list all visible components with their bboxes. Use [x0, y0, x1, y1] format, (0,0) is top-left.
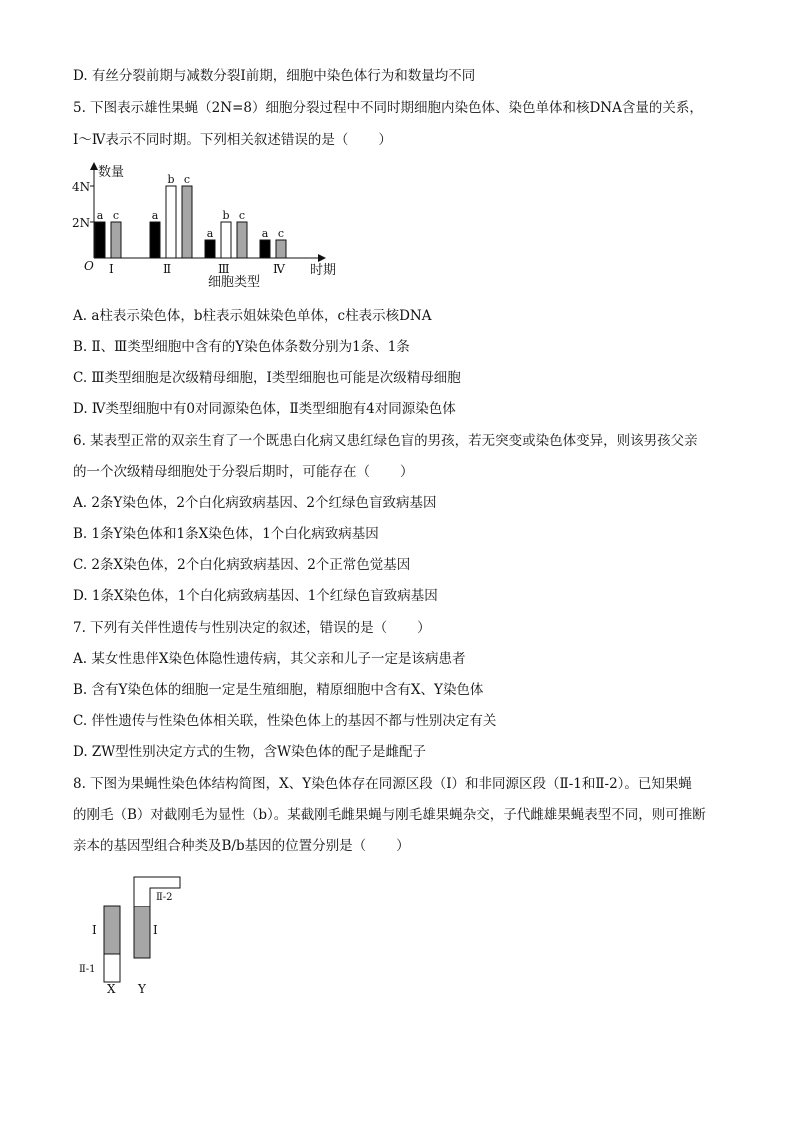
x-region-ii1-label: Ⅱ-1: [79, 964, 96, 975]
bar-c-3: [237, 222, 247, 258]
x-axis-label: 时期: [310, 263, 337, 278]
origin-label: O: [84, 259, 94, 273]
x-chromosome-label: X: [107, 982, 116, 996]
q6-option-b: B. 1条Y染色体和1条X染色体，1个白化病致病基因: [73, 526, 379, 542]
q6-stem-line2: 的一个次级精母细胞处于分裂后期时，可能存在（ ）: [73, 464, 414, 480]
bar-label-c-2: c: [183, 173, 191, 186]
bar-b-3: [221, 222, 231, 258]
q7-stem: 7. 下列有关伴性遗传与性别决定的叙述，错误的是（ ）: [73, 620, 431, 636]
y-homologous-region: [134, 906, 150, 958]
bar-label-a-1: a: [96, 209, 104, 222]
bar-label-c-3: c: [238, 209, 246, 222]
x-homologous-region: [104, 906, 120, 954]
bar-c-4: [276, 240, 286, 258]
chart-caption: 细胞类型: [208, 275, 261, 288]
q5-stem-line2: Ⅰ～Ⅳ表示不同时期。下列相关叙述错误的是（ ）: [73, 132, 392, 148]
xtick-4: Ⅳ: [273, 262, 285, 276]
bar-label-b-2: b: [167, 173, 175, 186]
y-chromosome-label: Y: [138, 982, 146, 996]
q7-option-b: B. 含有Y染色体的细胞一定是生殖细胞，精原细胞中含有X、Y染色体: [73, 682, 484, 698]
ytick-2n: 2N: [72, 216, 91, 230]
y-axis-label: 数量: [98, 165, 125, 180]
q7-option-c: C. 伴性遗传与性染色体相关联，性染色体上的基因不都与性别决定有关: [73, 713, 497, 729]
bar-a-4: [260, 240, 270, 258]
bar-label-a-3: a: [206, 227, 214, 240]
xtick-3: Ⅲ: [218, 262, 230, 276]
x-axis-arrow: [318, 254, 326, 262]
bar-a-3: [205, 240, 215, 258]
x-region-i-label: Ⅰ: [92, 923, 97, 937]
q5-option-d: D. Ⅳ类型细胞中有0对同源染色体，Ⅱ类型细胞有4对同源染色体: [73, 401, 456, 417]
q7-option-d: D. ZW型性别决定方式的生物，含W染色体的配子是雌配子: [73, 744, 427, 760]
q6-option-c: C. 2条X染色体，2个白化病致病基因、2个正常色觉基因: [73, 557, 411, 573]
bar-b-2: [166, 186, 176, 258]
bar-label-a-4: a: [261, 227, 269, 240]
q6-stem-line1: 6. 某表型正常的双亲生育了一个既患白化病又患红绿色盲的男孩，若无突变或染色体变异，则该男孩父亲: [73, 433, 698, 449]
q8-stem-line1: 8. 下图为果蝇性染色体结构简图，X、Y染色体存在同源区段（Ⅰ）和非同源区段（Ⅱ-1和Ⅱ-2）。已知果蝇: [73, 776, 692, 792]
q4-option-d: D. 有丝分裂前期与减数分裂Ⅰ前期，细胞中染色体行为和数量均不同: [73, 68, 476, 84]
cell-type-bar-chart: [72, 158, 342, 288]
q5-stem-line1: 5. 下图表示雄性果蝇（2N=8）细胞分裂过程中不同时期细胞内染色体、染色单体和核DNA含量的关系，: [73, 100, 703, 116]
y-region-ii2-label: Ⅱ-2: [156, 892, 173, 903]
bar-label-c-4: c: [277, 227, 285, 240]
bar-a-2: [150, 222, 160, 258]
xtick-1: Ⅰ: [109, 262, 114, 276]
y-region-i-label: Ⅰ: [153, 923, 158, 937]
q5-option-a: A. a柱表示染色体，b柱表示姐妹染色单体，c柱表示核DNA: [73, 308, 432, 324]
q5-option-b: B. Ⅱ、Ⅲ类型细胞中含有的Y染色体条数分别为1条、1条: [73, 339, 410, 355]
y-axis-arrow: [90, 162, 98, 170]
bar-a-1: [95, 222, 105, 258]
ytick-4n: 4N: [72, 180, 91, 194]
q6-option-d: D. 1条X染色体，1个白化病致病基因、1个红绿色盲致病基因: [73, 588, 438, 604]
q5-option-c: C. Ⅲ类型细胞是次级精母细胞，Ⅰ类型细胞也可能是次级精母细胞: [73, 370, 461, 386]
bar-c-2: [182, 186, 192, 258]
bar-label-c-1: c: [112, 209, 120, 222]
q6-option-a: A. 2条Y染色体，2个白化病致病基因、2个红绿色盲致病基因: [73, 495, 437, 511]
sex-chromosome-diagram: [76, 870, 196, 1000]
bar-c-1: [111, 222, 121, 258]
q8-stem-line2: 的刚毛（B）对截刚毛为显性（b）。某截刚毛雌果蝇与刚毛雄果蝇杂交，子代雌雄果蝇表型不同，则可推断: [73, 807, 706, 823]
q8-stem-line3: 亲本的基因型组合种类及B/b基因的位置分别是（ ）: [73, 838, 410, 854]
q7-option-a: A. 某女性患伴X染色体隐性遗传病，其父亲和儿子一定是该病患者: [73, 651, 466, 667]
xtick-2: Ⅱ: [163, 262, 172, 276]
bar-label-b-3: b: [222, 209, 230, 222]
x-nonhomologous-region: [104, 954, 120, 982]
bar-label-a-2: a: [151, 209, 159, 222]
